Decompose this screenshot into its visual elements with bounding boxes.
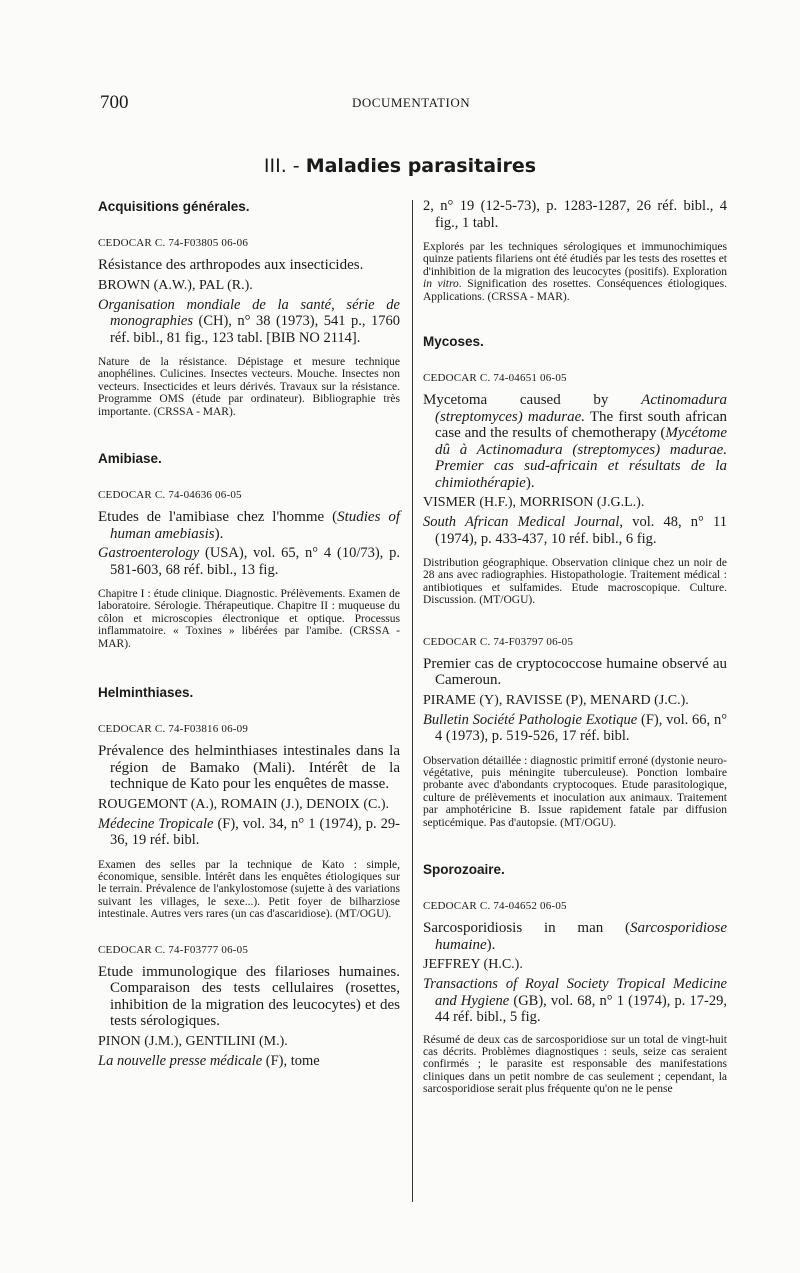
entry-ref: CEDOCAR C. 74-F03777 06-05: [98, 943, 249, 956]
source-journal: South African Medical Journal,: [423, 514, 624, 531]
source-journal: La nouvelle presse médicale: [98, 1052, 263, 1069]
section-numeral: III.: [263, 155, 287, 177]
source-details: (USA), vol. 65, n° 4 (10/73), p. 581-603, 68 réf. bibl., 13 fig.: [110, 545, 400, 578]
right-column: [423, 192, 727, 1096]
entry-ref: CEDOCAR C. 74-04652 06-05: [423, 900, 567, 913]
entry-ref: CEDOCAR C. 74-F03805 06-06: [98, 237, 249, 249]
entry: [98, 943, 400, 1070]
section-heading: Maladies parasitaires: [305, 155, 537, 177]
title-italic: Mycétome dû à Actinomadura (streptomyces) madurae. Premier cas sud-africain et résultats de la chimiothérapie: [435, 425, 727, 491]
source-details: (F), vol. 66, n° 4 (1973), p. 519-526, 17 réf. bibl.: [435, 711, 727, 745]
entry-continuation: [423, 198, 727, 303]
entry: [423, 635, 727, 829]
source-details: (GB), vol. 68, n° 1 (1974), p. 17-29, 44 réf. bibl., 5 fig.: [435, 992, 727, 1026]
entry-abstract: Observation détaillée : diagnostic primitif erroné (dystonie neuro-végétative, puis méningite tuberculeuse). Ponction lombaire probante avec d'abondants cryptocoques. Etude parasitologique, culture de prélèvements et inoculation aux animaux. Traitement par amphotéricine B. Issue rapidement fatale par diffusion septicémique. Pas d'autopsie. (MT/OGU).: [423, 754, 727, 829]
entry-source: [423, 514, 727, 547]
entry-authors: VISMER (H.F.), MORRISON (J.G.L.).: [423, 495, 645, 511]
source-details: vol. 48, n° 11 (1974), p. 433-437, 10 réf. bibl., 6 fig.: [435, 514, 727, 547]
entry-authors: PINON (J.M.), GENTILINI (M.).: [98, 1033, 288, 1049]
entry-authors: BROWN (A.W.), PAL (R.).: [98, 277, 253, 293]
source-details: (CH), n° 38 (1973), 541 p., 1760 réf. bibl., 81 fig., 123 tabl. [BIB NO 2114].: [110, 313, 400, 346]
left-column: [98, 192, 400, 1069]
title-plain: Mycetoma caused by: [423, 392, 642, 409]
title-plain: Etudes de l'amibiase chez l'homme (: [98, 509, 338, 526]
entry-title: [423, 392, 727, 491]
entry-ref: CEDOCAR C. 74-04636 06-05: [98, 489, 242, 502]
heading-helminthiases: Helminthiases.: [98, 685, 194, 701]
section-title: [0, 155, 800, 177]
entry-title: Etude immunologique des filarioses humaines. Comparaison des tests cellulaires (rosettes, inhibition de la migration des leucocytes) et des tests sérologiques.: [98, 963, 400, 1030]
column-rule: [412, 200, 413, 1202]
entry-source: [98, 545, 400, 578]
title-plain: Sarcosporidiosis in man (: [423, 920, 631, 937]
title-italic: Actinomadura (streptomyces) madurae.: [435, 392, 727, 425]
title-italic: Studies of human amebiasis: [110, 509, 401, 542]
title-end: ).: [214, 525, 224, 542]
entry-title: [98, 509, 400, 542]
entry-abstract: Résumé de deux cas de sarcosporidiose sur un total de vingt-huit cas décrits. Problèmes diagnostiques : seuls, seize cas seraient confirmés ; le parasite est responsable des manifestations cliniques dans un petit nombre de cas seulement ; cependant, la sarcosporidiose serait plus fréquente qu'on ne le pense: [423, 1033, 727, 1096]
abstract-part: . Signification des rosettes. Conséquences étiologiques. Applications. (CRSSA - MAR).: [423, 278, 727, 303]
title-end: ).: [486, 936, 496, 953]
source-journal: Médecine Tropicale: [98, 815, 214, 832]
entry-source: [423, 712, 727, 745]
entry: [98, 488, 400, 650]
source-journal: Transactions of Royal Society Tropical Medicine and Hygiene: [423, 976, 727, 1009]
abstract-part: Explorés par les techniques sérologiques et immunochimiques quinze patients filariens ont été étudiés par les tests des rosettes et d'inhibition de la migration des leucocytes (positifs). Exploration: [423, 241, 727, 278]
entry: [423, 899, 727, 1096]
entry-abstract: Chapitre I : étude clinique. Diagnostic. Prélèvements. Examen de laboratoire. Sérologie. Thérapeutique. Chapitre II : muqueuse du côlon et microscopies électronique et optique. Processus inflammatoire. « Toxines » libérées par l'amibe. (CRSSA - MAR).: [98, 588, 400, 650]
entry-source: [423, 976, 727, 1026]
title-plain: The first south african case and the results of chemotherapy (: [435, 408, 727, 442]
title-italic: Sarcosporidiose humaine: [435, 920, 727, 953]
heading-mycoses: Mycoses.: [423, 334, 484, 350]
entry-title: Prévalence des helminthiases intestinales dans la région de Bamako (Mali). Intérêt de la technique de Kato pour les enquêtes de masse.: [98, 743, 400, 793]
source-journal: Bulletin Société Pathologie Exotique: [423, 711, 638, 728]
entry-abstract: Examen des selles par la technique de Kato : simple, économique, sensible. Intérêt dans les enquêtes étiologiques sur le terrain. Prévalence de l'ankylostomose (sujette à des variations suivant les villages, le sexe...). Petit foyer de bilharziose intestinale. Autres vers rares (un cas d'ascaridiose). (MT/OGU).: [98, 858, 400, 921]
entry: [98, 236, 400, 418]
entry-ref: CEDOCAR C. 74-04651 06-05: [423, 372, 567, 385]
heading-acquisitions: Acquisitions générales.: [98, 199, 250, 214]
entry-title: [423, 920, 727, 953]
entry-ref: CEDOCAR C. 74-F03816 06-09: [98, 723, 249, 736]
entry-abstract: Nature de la résistance. Dépistage et mesure technique anophélines. Culicines. Insectes vecteurs. Mouche. Insectes non vecteurs. Insecticides et leurs dérivés. Travaux sur la résistance. Programme OMS (étude par ordinateur). Bibliographie très importante. (CRSSA - MAR).: [98, 356, 400, 418]
source-journal: Gastroenterology: [98, 545, 200, 562]
entry: [423, 371, 727, 607]
entry-authors: ROUGEMONT (A.), ROMAIN (J.), DENOIX (C.).: [98, 796, 389, 812]
source-details: (F), vol. 34, n° 1 (1974), p. 29-36, 19 réf. bibl.: [110, 815, 400, 849]
entry-source: 2, n° 19 (12-5-73), p. 1283-1287, 26 réf. bibl., 4 fig., 1 tabl.: [423, 198, 727, 231]
heading-sporozoaire: Sporozoaire.: [423, 862, 505, 878]
entry-title: Résistance des arthropodes aux insecticides.: [98, 257, 364, 273]
page-number: 700: [100, 92, 129, 113]
section-dash: -: [292, 155, 300, 177]
entry-abstract: Distribution géographique. Observation clinique chez un noir de 28 ans avec radiographies. Histopathologie. Traitement médical : antibiotiques et sulfamides. Etude macroscopique. Culture. Discussion. (MT/OGU).: [423, 557, 727, 607]
entry-title: Premier cas de cryptococcose humaine observé au Cameroun.: [423, 655, 727, 689]
entry-source: [98, 297, 400, 347]
title-end: ).: [525, 474, 535, 491]
source-details: (F), tome: [262, 1052, 320, 1069]
abstract-italic: in vitro: [423, 278, 459, 291]
source-journal: Organisation mondiale de la santé, série de monographies: [98, 296, 400, 329]
entry-source: [98, 1053, 400, 1070]
entry-authors: PIRAME (Y), RAVISSE (P), MENARD (J.C.).: [423, 692, 689, 708]
entry-authors: JEFFREY (H.C.).: [423, 957, 523, 973]
page-header: [0, 92, 800, 114]
running-head: DOCUMENTATION: [352, 95, 471, 110]
entry-source: [98, 816, 400, 849]
entry-ref: CEDOCAR C. 74-F03797 06-05: [423, 635, 574, 648]
entry-abstract: [423, 241, 727, 303]
entry: [98, 722, 400, 921]
heading-amibiase: Amibiase.: [98, 451, 162, 467]
